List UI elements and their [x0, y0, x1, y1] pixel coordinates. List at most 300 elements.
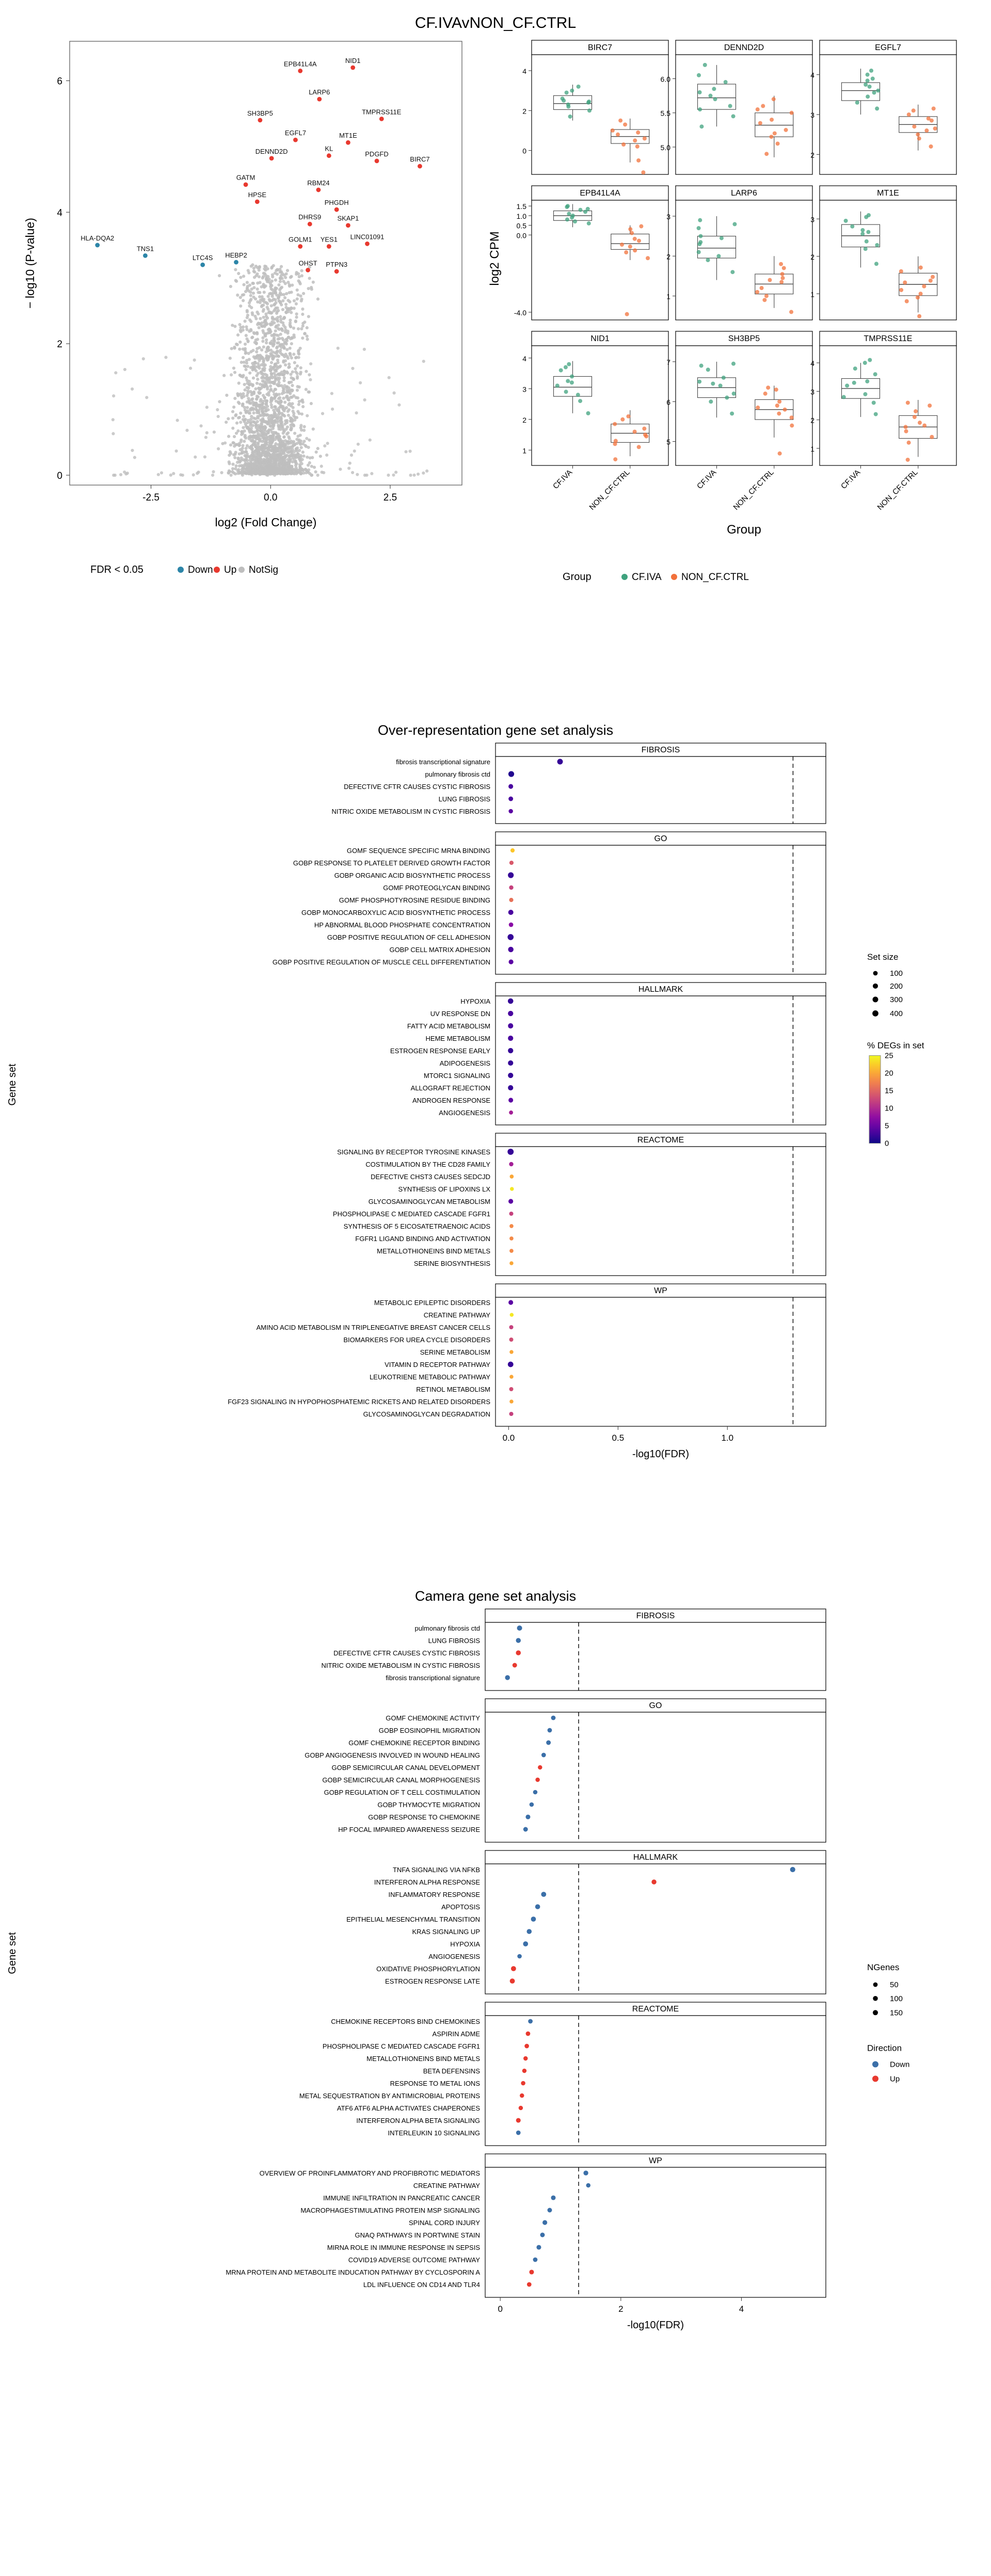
- volcano-point-label: EGFL7: [284, 129, 307, 137]
- ora-point: [557, 759, 563, 765]
- gene-set-label: ALLOGRAFT REJECTION: [410, 1084, 490, 1092]
- boxplot-facet: [810, 331, 956, 512]
- direction-legend-dot: [872, 2061, 878, 2067]
- gene-set-label: TNFA SIGNALING VIA NFKB: [392, 1866, 480, 1874]
- volcano-point: [306, 268, 310, 272]
- gene-set-label: METALLOTHIONEINS BIND METALS: [366, 2055, 480, 2063]
- ora-point: [509, 1387, 514, 1391]
- volcano-point-label: TNS1: [136, 245, 154, 253]
- figure1-title: CF.IVAvNON_CF.CTRL: [414, 14, 577, 31]
- svg-text:2: 2: [522, 415, 526, 424]
- box-point: [630, 231, 634, 235]
- box-point: [731, 114, 736, 118]
- box-point: [866, 94, 870, 99]
- volcano-point: [293, 138, 298, 142]
- box-point: [732, 392, 736, 396]
- box-point: [724, 80, 728, 84]
- gene-set-label: FGF23 SIGNALING IN HYPOPHOSPHATEMIC RICKETS AND RELATED DISORDERS: [228, 1398, 490, 1406]
- gene-set-label: INTERFERON ALPHA RESPONSE: [374, 1878, 480, 1886]
- boxplot-facet: [522, 40, 668, 174]
- boxplot-facet: [810, 40, 956, 174]
- volcano-point: [143, 253, 148, 258]
- volcano-point-label: GOLM1: [288, 235, 312, 244]
- ora-point: [509, 1162, 513, 1166]
- boxplot-facet: [661, 40, 812, 174]
- box-point: [621, 142, 626, 147]
- facet-title: MT1E: [877, 189, 899, 198]
- box-point: [783, 408, 787, 412]
- svg-text:1: 1: [810, 290, 814, 299]
- color-legend-bar: [869, 1056, 881, 1144]
- box-point: [570, 374, 574, 378]
- box-point: [625, 312, 629, 316]
- volcano-point-label: MT1E: [339, 132, 357, 140]
- gene-set-label: COVID19 ADVERSE OUTCOME PATHWAY: [348, 2256, 480, 2264]
- ora-point: [508, 771, 514, 777]
- box-point: [644, 434, 648, 438]
- box-point: [587, 100, 591, 104]
- volcano-point-label: OHST: [298, 259, 317, 267]
- ora-point: [508, 947, 514, 953]
- ora-point: [509, 1375, 514, 1379]
- box-point: [919, 266, 923, 270]
- volcano-point-label: LARP6: [309, 88, 330, 96]
- volcano-point-label: YES1: [320, 235, 338, 244]
- ora-point: [509, 886, 513, 890]
- gene-set-label: GLYCOSAMINOGLYCAN METABOLISM: [368, 1198, 490, 1205]
- box-point: [698, 90, 702, 94]
- gene-set-label: HP FOCAL IMPAIRED AWARENESS SEIZURE: [338, 1826, 480, 1833]
- legend-swatch: [214, 567, 220, 573]
- box-point: [637, 445, 641, 449]
- box-point: [697, 226, 701, 230]
- box-point: [764, 294, 769, 298]
- gene-set-label: MRNA PROTEIN AND METABOLITE INDUCATION PATHWAY BY CYCLOSPORIN A: [226, 2268, 480, 2276]
- camera-facet: [299, 2002, 826, 2146]
- box-point: [762, 298, 766, 302]
- gene-set-label: GOMF PHOSPHOTYROSINE RESIDUE BINDING: [339, 896, 490, 904]
- facet-title: SH3BP5: [728, 334, 760, 343]
- svg-text:2.5: 2.5: [383, 492, 397, 503]
- facet-title: EPB41L4A: [580, 189, 620, 198]
- camera-point: [541, 1753, 546, 1758]
- box-point: [708, 94, 712, 98]
- size-legend-dot: [873, 984, 878, 989]
- camera-point: [510, 1978, 515, 1984]
- gene-set-label: CREATINE PATHWAY: [413, 2182, 480, 2189]
- legend-swatch: [671, 574, 677, 580]
- box-point: [633, 248, 637, 252]
- boxplot-facet: [522, 331, 668, 512]
- box-point: [770, 118, 774, 122]
- gene-set-label: METALLOTHIONEINS BIND METALS: [377, 1247, 490, 1255]
- svg-text:4: 4: [522, 67, 526, 75]
- volcano-point-label: RBM24: [307, 179, 330, 187]
- volcano-point: [95, 243, 100, 248]
- legend-label: Up: [224, 565, 237, 575]
- gene-set-label: SERINE BIOSYNTHESIS: [413, 1260, 490, 1267]
- box-point: [899, 288, 903, 292]
- gene-set-label: DEFECTIVE CFTR CAUSES CYSTIC FIBROSIS: [344, 783, 490, 791]
- box-point: [790, 111, 794, 115]
- volcano-point-label: DENND2D: [255, 147, 288, 155]
- camera-point: [533, 2258, 538, 2262]
- box-point: [565, 90, 569, 94]
- box-point: [845, 383, 849, 388]
- svg-text:7: 7: [666, 358, 670, 366]
- box-point: [576, 393, 580, 397]
- volcano-point-label: EPB41L4A: [283, 60, 317, 68]
- box-point: [618, 119, 622, 123]
- svg-text:6.0: 6.0: [660, 75, 670, 84]
- ora-point: [508, 1060, 513, 1066]
- gene-set-label: UV RESPONSE DN: [430, 1010, 490, 1018]
- legend-swatch: [621, 574, 628, 580]
- volcano-point: [244, 182, 248, 187]
- gene-set-label: VITAMIN D RECEPTOR PATHWAY: [385, 1361, 490, 1369]
- gene-set-label: fibrosis transcriptional signature: [386, 1674, 480, 1682]
- ora-point: [508, 784, 513, 788]
- facet-title: FIBROSIS: [636, 1612, 675, 1620]
- ora-point: [509, 1224, 514, 1228]
- svg-text:1.0: 1.0: [721, 1433, 734, 1443]
- box-point: [863, 361, 867, 365]
- box-point: [866, 78, 870, 83]
- gene-set-label: GOBP REGULATION OF T CELL COSTIMULATION: [324, 1789, 480, 1796]
- gene-set-label: HP ABNORMAL BLOOD PHOSPHATE CONCENTRATION: [314, 921, 490, 929]
- gene-set-label: APOPTOSIS: [441, 1903, 480, 1911]
- camera-point: [551, 2195, 555, 2200]
- box-point: [562, 99, 566, 103]
- box-point: [636, 131, 640, 135]
- box-point: [860, 228, 865, 232]
- facet-title: WP: [654, 1286, 667, 1295]
- ora-point: [508, 1073, 513, 1078]
- box-point: [905, 299, 909, 303]
- legend-swatch: [178, 567, 184, 573]
- box-point: [918, 421, 922, 425]
- volcano-point-label: DHRS9: [298, 213, 322, 221]
- camera-point: [790, 1867, 795, 1872]
- svg-text:0: 0: [57, 470, 62, 481]
- ora-point: [509, 1249, 514, 1253]
- ngenes-legend-label: 150: [890, 2008, 903, 2018]
- facet-title: REACTOME: [632, 2005, 679, 2014]
- volcano-plot: [21, 36, 496, 702]
- svg-text:-4.0: -4.0: [514, 309, 526, 317]
- gene-set-label: LUNG FIBROSIS: [438, 795, 490, 803]
- ora-point: [508, 910, 514, 915]
- ora-point: [509, 1350, 514, 1354]
- gene-set-label: GLYCOSAMINOGLYCAN DEGRADATION: [363, 1410, 490, 1418]
- facet-title: EGFL7: [875, 43, 901, 52]
- camera-point: [546, 1741, 551, 1745]
- size-legend-label: 100: [890, 969, 903, 978]
- ora-point: [508, 1300, 513, 1305]
- ora-point: [510, 1187, 514, 1191]
- box-point: [865, 379, 869, 383]
- gene-set-label: ATF6 ATF6 ALPHA ACTIVATES CHAPERONES: [337, 2104, 480, 2112]
- box-point: [929, 144, 933, 149]
- ora-point: [509, 1212, 514, 1216]
- group-tick: CF.IVA: [551, 468, 574, 491]
- box-point: [646, 256, 650, 260]
- volcano-point: [334, 269, 339, 274]
- box-point: [760, 286, 764, 290]
- camera-point: [535, 1904, 540, 1909]
- box-point: [758, 121, 762, 125]
- box-point: [922, 284, 926, 288]
- facet-title: HALLMARK: [638, 985, 683, 994]
- box-point: [626, 414, 630, 418]
- svg-text:0.5: 0.5: [516, 221, 526, 230]
- box: [554, 376, 592, 396]
- ora-point: [507, 934, 514, 940]
- box-point: [641, 170, 645, 174]
- box-point: [776, 141, 780, 146]
- box-point: [620, 417, 625, 422]
- gene-set-label: RETINOL METABOLISM: [416, 1386, 490, 1393]
- camera-point: [522, 2069, 526, 2073]
- ora-point: [509, 861, 514, 865]
- box-point: [906, 400, 910, 405]
- svg-text:4: 4: [57, 207, 62, 219]
- facet-title: LARP6: [731, 189, 757, 198]
- svg-text:1: 1: [522, 446, 526, 455]
- camera-point: [533, 1790, 538, 1795]
- gene-set-label: GOMF CHEMOKINE ACTIVITY: [386, 1714, 480, 1722]
- direction-legend-label: Up: [890, 2074, 900, 2084]
- volcano-point: [255, 199, 260, 204]
- volcano-point-label: TMPRSS11E: [362, 108, 402, 116]
- gene-set-label: CREATINE PATHWAY: [423, 1311, 490, 1319]
- box-point: [555, 383, 560, 388]
- ora-point: [508, 1098, 513, 1102]
- ora-xlabel: -log10(FDR): [632, 1448, 690, 1460]
- ora-ylabel: Gene set: [7, 1064, 18, 1106]
- box-point: [613, 422, 617, 426]
- gene-set-label: GOBP SEMICIRCULAR CANAL DEVELOPMENT: [331, 1764, 480, 1772]
- box-point: [919, 292, 923, 296]
- direction-legend-label: Down: [890, 2060, 910, 2069]
- box-point: [774, 388, 778, 392]
- box-point: [614, 439, 618, 443]
- svg-text:2: 2: [522, 107, 526, 116]
- color-legend-tick: 20: [885, 1069, 893, 1078]
- boxplot-facet: [810, 186, 956, 320]
- camera-facet: [226, 2154, 826, 2297]
- gene-set-label: GOBP SEMICIRCULAR CANAL MORPHOGENESIS: [322, 1776, 480, 1784]
- box-point: [587, 108, 592, 112]
- facet-frame: [820, 346, 956, 465]
- box-point: [772, 97, 776, 101]
- box-point: [782, 266, 786, 270]
- ora-point: [508, 1023, 513, 1028]
- box-point: [709, 399, 713, 404]
- gene-set-label: IMMUNE INFILTRATION IN PANCREATIC CANCER: [323, 2194, 480, 2202]
- gene-set-label: DEFECTIVE CFTR CAUSES CYSTIC FIBROSIS: [333, 1649, 480, 1657]
- box-point: [873, 372, 877, 376]
- box-point: [566, 379, 570, 383]
- box-point: [698, 234, 702, 238]
- gene-set-label: GOMF CHEMOKINE RECEPTOR BINDING: [348, 1739, 480, 1747]
- gene-set-label: OXIDATIVE PHOSPHORYLATION: [376, 1965, 480, 1973]
- ora-point: [509, 1338, 514, 1342]
- box-point: [864, 215, 868, 219]
- box-point: [699, 124, 704, 128]
- svg-text:0.0: 0.0: [264, 492, 278, 503]
- camera-point: [516, 1650, 521, 1655]
- camera-point: [542, 2220, 547, 2225]
- box-point: [855, 101, 859, 105]
- volcano-point-label: LINC01091: [350, 233, 385, 241]
- box-point: [763, 392, 768, 396]
- color-legend-tick: 5: [885, 1121, 889, 1131]
- facet-title: FIBROSIS: [641, 746, 680, 754]
- box-point: [929, 279, 933, 283]
- facet-title: WP: [649, 2156, 662, 2165]
- box-point: [725, 396, 729, 400]
- svg-text:5.0: 5.0: [660, 143, 670, 152]
- size-legend-label: 400: [890, 1009, 903, 1018]
- svg-text:2: 2: [57, 339, 62, 350]
- box-point: [628, 245, 632, 249]
- svg-text:3: 3: [810, 388, 814, 396]
- color-legend-tick: 0: [885, 1139, 889, 1148]
- box-point: [731, 362, 736, 366]
- volcano-point: [234, 260, 238, 265]
- svg-text:0.0: 0.0: [516, 231, 526, 240]
- camera-point: [548, 1728, 552, 1733]
- legend-label: NON_CF.CTRL: [681, 572, 749, 583]
- gene-set-label: METAL SEQUESTRATION BY ANTIMICROBIAL PROTEINS: [299, 2092, 480, 2100]
- ora-point: [508, 1048, 513, 1053]
- box-point: [728, 104, 732, 108]
- box-point: [773, 131, 777, 135]
- svg-text:3: 3: [810, 215, 814, 224]
- box-point: [903, 281, 907, 285]
- box-point: [564, 390, 568, 394]
- box-point: [913, 415, 917, 419]
- group-tick: NON_CF.CTRL: [731, 468, 776, 512]
- camera-point: [517, 1954, 522, 1959]
- gene-set-label: INTERLEUKIN 10 SIGNALING: [388, 2129, 480, 2137]
- svg-text:5: 5: [666, 438, 670, 446]
- box-point: [844, 219, 848, 223]
- facet-title: TMPRSS11E: [864, 334, 913, 343]
- gene-set-label: HYPOXIA: [460, 997, 490, 1005]
- volcano-point: [316, 188, 321, 192]
- volcano-point: [346, 140, 350, 145]
- camera-point: [535, 1778, 539, 1782]
- box-point: [633, 138, 637, 142]
- svg-text:1: 1: [810, 444, 814, 453]
- box-point: [904, 425, 908, 429]
- figure3-title: Camera gene set analysis: [414, 1588, 577, 1604]
- box-point: [706, 258, 710, 262]
- ora-point: [509, 898, 513, 902]
- volcano-point-label: KL: [325, 144, 333, 153]
- svg-text:3: 3: [810, 111, 814, 119]
- box-point: [875, 106, 879, 110]
- camera-ylabel: Gene set: [7, 1932, 18, 1974]
- camera-point: [541, 1892, 546, 1897]
- camera-point: [511, 1966, 516, 1971]
- gene-set-label: ANGIOGENESIS: [428, 1953, 480, 1960]
- gene-set-label: pulmonary fibrosis ctd: [414, 1624, 480, 1632]
- box-point: [922, 424, 926, 428]
- ora-point: [508, 1036, 513, 1041]
- volcano-frame: [70, 41, 462, 485]
- figure1: [0, 0, 991, 712]
- color-legend-tick: 25: [885, 1051, 893, 1060]
- volcano-point-label: SKAP1: [337, 214, 359, 222]
- size-legend-dot: [872, 1010, 878, 1017]
- volcano-point: [308, 222, 312, 227]
- facet-frame: [532, 346, 668, 465]
- box-point: [732, 222, 737, 226]
- gene-set-label: HYPOXIA: [450, 1940, 480, 1948]
- facet-title: REACTOME: [637, 1136, 684, 1145]
- box: [554, 95, 592, 109]
- volcano-point-label: GATM: [236, 173, 255, 182]
- camera-point: [528, 2019, 533, 2024]
- camera-point: [523, 1827, 528, 1832]
- boxplot-facet: [666, 186, 812, 320]
- ora-point: [507, 1149, 514, 1155]
- gene-set-label: MIRNA ROLE IN IMMUNE RESPONSE IN SEPSIS: [327, 2244, 480, 2251]
- gene-set-label: GOBP POSITIVE REGULATION OF MUSCLE CELL DIFFERENTIATION: [272, 958, 490, 966]
- box-point: [567, 212, 571, 216]
- gene-set-label: ANGIOGENESIS: [439, 1109, 490, 1117]
- box-point: [570, 89, 574, 93]
- box-point: [730, 411, 734, 415]
- box-point: [779, 262, 783, 266]
- box-xlabel: Group: [727, 523, 761, 537]
- boxplot-grid: [485, 36, 981, 702]
- box-point: [868, 85, 872, 89]
- volcano-point: [327, 244, 331, 249]
- box-point: [768, 278, 772, 282]
- ngenes-legend-title: NGenes: [867, 1962, 900, 1972]
- box-point: [790, 415, 794, 420]
- camera-point: [505, 1675, 510, 1680]
- ora-point: [509, 1261, 514, 1265]
- box-point: [916, 296, 920, 300]
- camera-point: [519, 2106, 523, 2110]
- gene-set-label: GOBP MONOCARBOXYLIC ACID BIOSYNTHETIC PROCESS: [301, 909, 490, 916]
- ora-facet: [333, 1133, 826, 1276]
- ora-point: [510, 1174, 514, 1179]
- svg-text:6: 6: [666, 398, 670, 407]
- camera-point: [516, 2118, 521, 2122]
- gene-set-label: RESPONSE TO METAL IONS: [390, 2080, 480, 2087]
- volcano-point-label: HLA-DQA2: [81, 234, 115, 242]
- volcano-point: [269, 156, 274, 160]
- box-point: [928, 404, 932, 408]
- gene-set-label: KRAS SIGNALING UP: [412, 1928, 480, 1936]
- box-point: [926, 117, 931, 121]
- facet-title: NID1: [590, 334, 610, 343]
- box-point: [850, 224, 854, 229]
- svg-text:2: 2: [618, 2304, 624, 2314]
- box-point: [698, 218, 702, 222]
- box-point: [628, 227, 632, 231]
- camera-point: [526, 1929, 532, 1934]
- gene-set-label: GOBP CELL MATRIX ADHESION: [389, 946, 490, 954]
- camera-point: [517, 1625, 522, 1631]
- camera-point: [516, 1638, 521, 1643]
